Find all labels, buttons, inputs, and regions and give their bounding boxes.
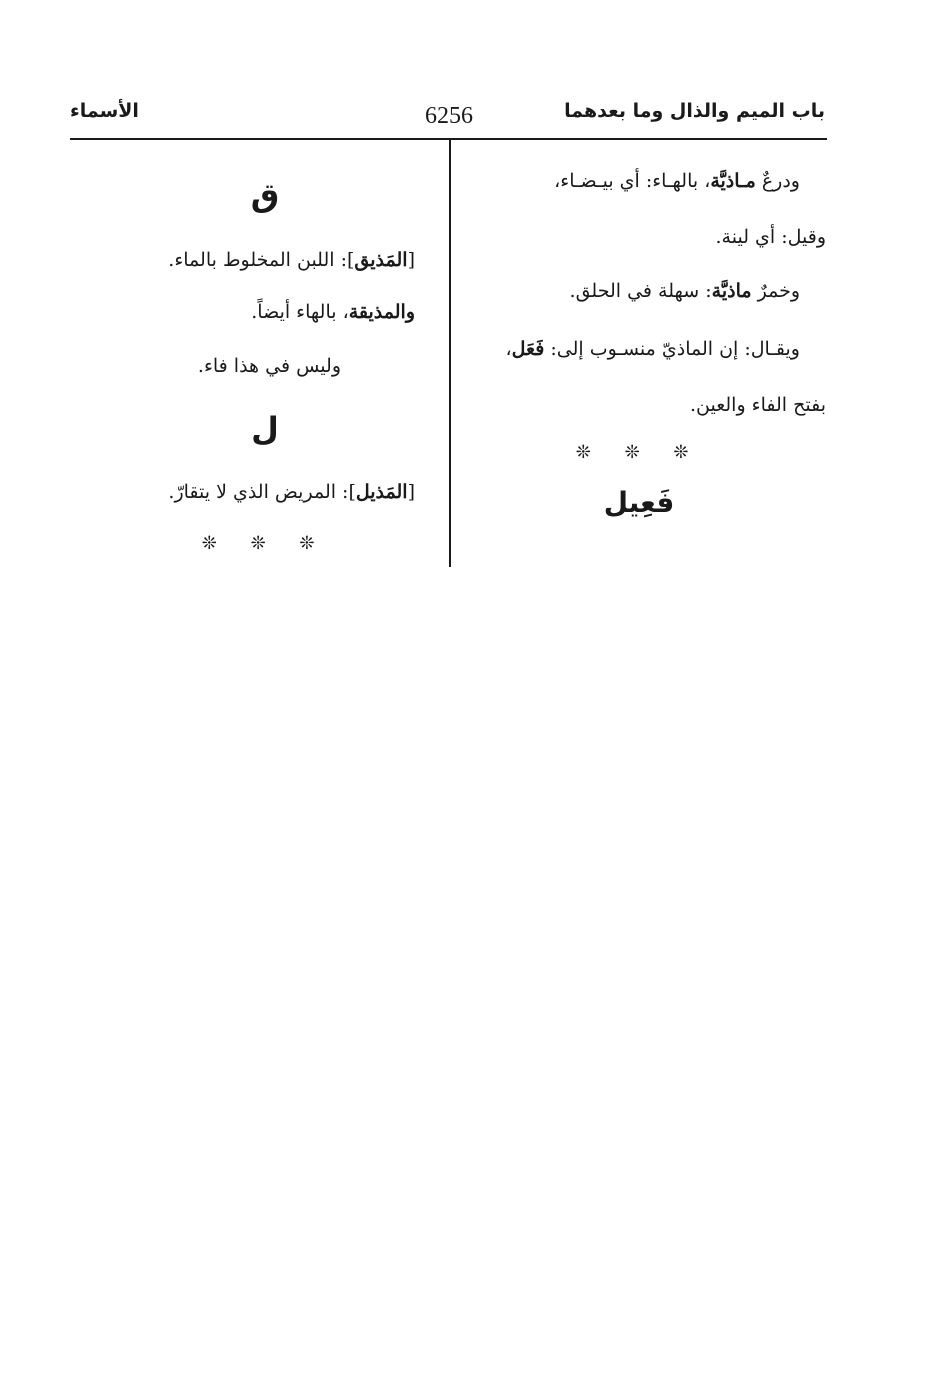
headword: والمذيقة bbox=[348, 301, 415, 323]
section-separator: ❊ ❊ ❊ bbox=[201, 533, 329, 554]
entry-line: ودرعٌ مـاذيَّة، بالهـاء: أي بيـضـاء، bbox=[554, 170, 800, 192]
entry-line: وخمرٌ ماذيَّة: سهلة في الحلق. bbox=[569, 280, 800, 302]
section-separator: ❊ ❊ ❊ bbox=[575, 442, 703, 463]
letter-heading-lam: ل bbox=[251, 410, 279, 448]
chapter-title: باب الميم والذال وما بعدهما bbox=[564, 100, 825, 122]
page-number: 6256 bbox=[425, 103, 473, 129]
letter-heading-qaf: ق bbox=[250, 176, 280, 214]
entry-line: بفتح الفاء والعين. bbox=[689, 394, 826, 416]
pattern-heading: فَعِيل bbox=[603, 486, 675, 519]
entry-line: وقيل: أي لينة. bbox=[715, 226, 826, 248]
headword: ماذيَّة bbox=[711, 280, 752, 302]
section-title: الأسماء bbox=[70, 100, 139, 122]
right-column bbox=[462, 160, 826, 519]
entry-line: والمذيقة، بالهاء أيضاً. bbox=[251, 301, 415, 323]
left-column bbox=[115, 175, 415, 563]
headword: المَذيق bbox=[354, 249, 408, 271]
entry-line: [المَذيل]: المريض الذي لا يتقارّ. bbox=[168, 481, 415, 503]
page-header bbox=[70, 100, 825, 136]
entry-line: [المَذيق]: اللبن المخلوط بالماء. bbox=[168, 249, 415, 271]
headword: مـاذيَّة bbox=[710, 170, 756, 192]
headword: فَعَل bbox=[511, 338, 545, 360]
entry-line: وليس في هذا فاء. bbox=[197, 355, 341, 377]
entry-line: ويقـال: إن الماذيّ منسـوب إلى: فَعَل، bbox=[505, 338, 800, 360]
column-divider bbox=[449, 140, 451, 567]
headword: المَذيل bbox=[355, 481, 408, 503]
